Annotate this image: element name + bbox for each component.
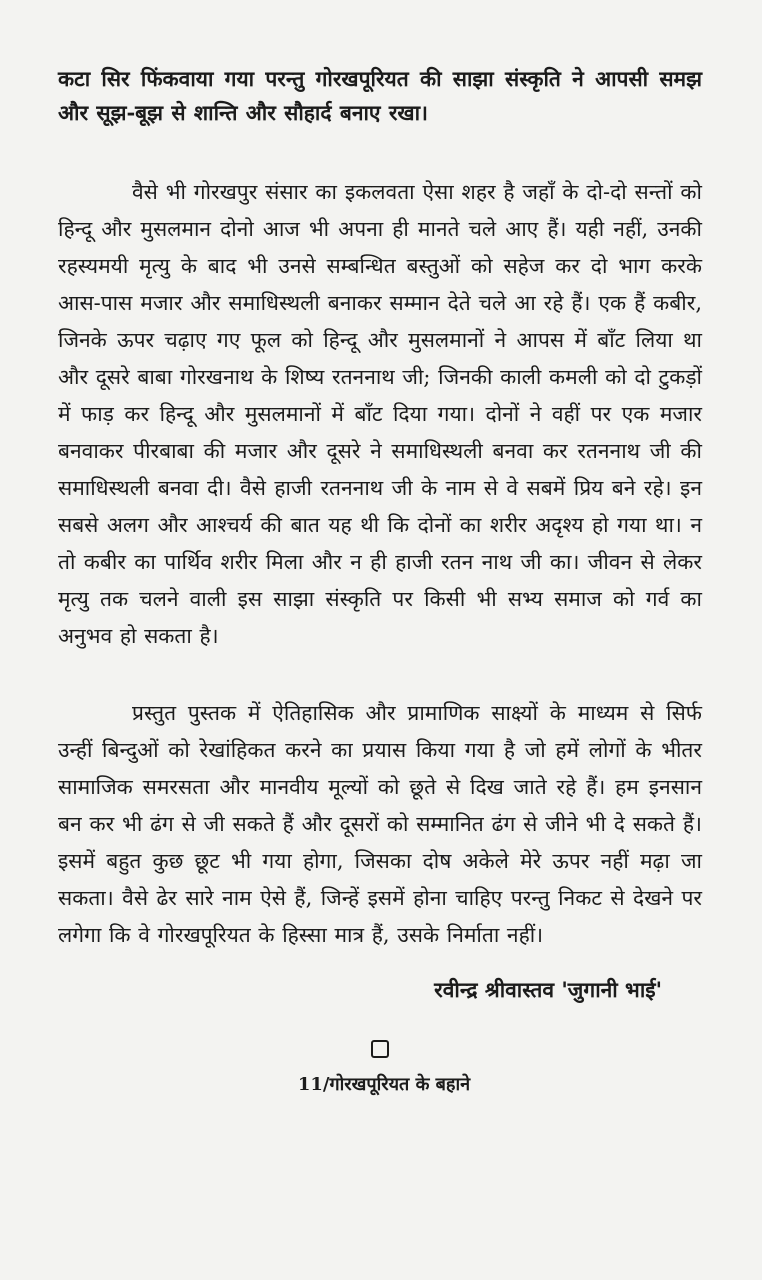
paragraph-gap bbox=[58, 954, 702, 976]
body-paragraph-saints: वैसे भी गोरखपुर संसार का इकलवता ऐसा शहर है जहाँ के दो-दो सन्तों को हिन्दू और मुसलमान दोनो आज भी अपना ही मानते चले आए हैं। यही नहीं, उनकी रहस्यमयी मृत्यु के बाद भी उनसे सम्बन्धित बस्तुओं को सहेज कर दो भाग करके आस-पास मजार और समाधिस्थली बनाकर सम्मान देते चले आ रहे हैं। एक हैं कबीर, जिनके ऊपर चढ़ाए गए फूल को हिन्दू और मुसलमानों ने आपस में बाँट लिया था और दूसरे बाबा गोरखनाथ के शिष्य रतननाथ जी; जिनकी काली कमली को दो टुकड़ों में फाड़ कर हिन्दू और मुसलमानों में बाँट दिया गया। दोनों ने वहीं पर एक मजार बनवाकर पीरबाबा की मजार और दूसरे ने समाधिस्थली बनवा कर रतननाथ जी की समाधिस्थली बनवा दी। वैसे हाजी रतननाथ जी के नाम से वे सबमें प्रिय बने रहे। इन सबसे अलग और आश्चर्य की बात यह थी कि दोनों का शरीर अदृश्य हो गया था। न तो कबीर का पार्थिव शरीर मिला और न ही हाजी रतन नाथ जी का। जीवन से लेकर मृत्यु तक चलने वाली इस साझा संस्कृति पर किसी भी सभ्य समाज को गर्व का अनुभव हो सकता है। bbox=[58, 180, 702, 648]
body-paragraph-book-purpose: प्रस्तुत पुस्तक में ऐतिहासिक और प्रामाणिक साक्ष्यों के माध्यम से सिर्फ उन्हीं बिन्दुओं को रेखांहिकत करने का प्रयास किया गया है जो हमें लोगों के भीतर सामाजिक समरसता और मानवीय मूल्यों को छूते से दिख जाते रहे हैं। हम इनसान बन कर भी ढंग से जी सकते हैं और दूसरों को सम्मानित ढंग से जीने भी दे सकते हैं। इसमें बहुत कुछ छूट भी गया होगा, जिसका दोष अकेले मेरे ऊपर नहीं मढ़ा जा सकता। वैसे ढेर सारे नाम ऐसे हैं, जिन्हें इसमें होना चाहिए परन्तु निकट से देखने पर लगेगा कि वे गोरखपूरियत के हिस्सा मात्र हैं, उसके निर्माता नहीं। bbox=[58, 701, 702, 947]
section-end-square-icon bbox=[371, 1040, 389, 1058]
paragraph-gap bbox=[58, 130, 702, 174]
author-signature: रवीन्द्र श्रीवास्तव 'जुगानी भाई' bbox=[434, 977, 662, 1002]
paragraph-gap bbox=[58, 655, 702, 695]
opening-paragraph: कटा सिर फिंकवाया गया परन्तु गोरखपूरियत की साझा संस्कृति ने आपसी समझ और सूझ-बूझ से शान्ति और सौहार्द बनाए रखा। bbox=[58, 66, 702, 125]
page-footer: 11/गोरखपूरियत के बहाने bbox=[297, 1074, 471, 1095]
